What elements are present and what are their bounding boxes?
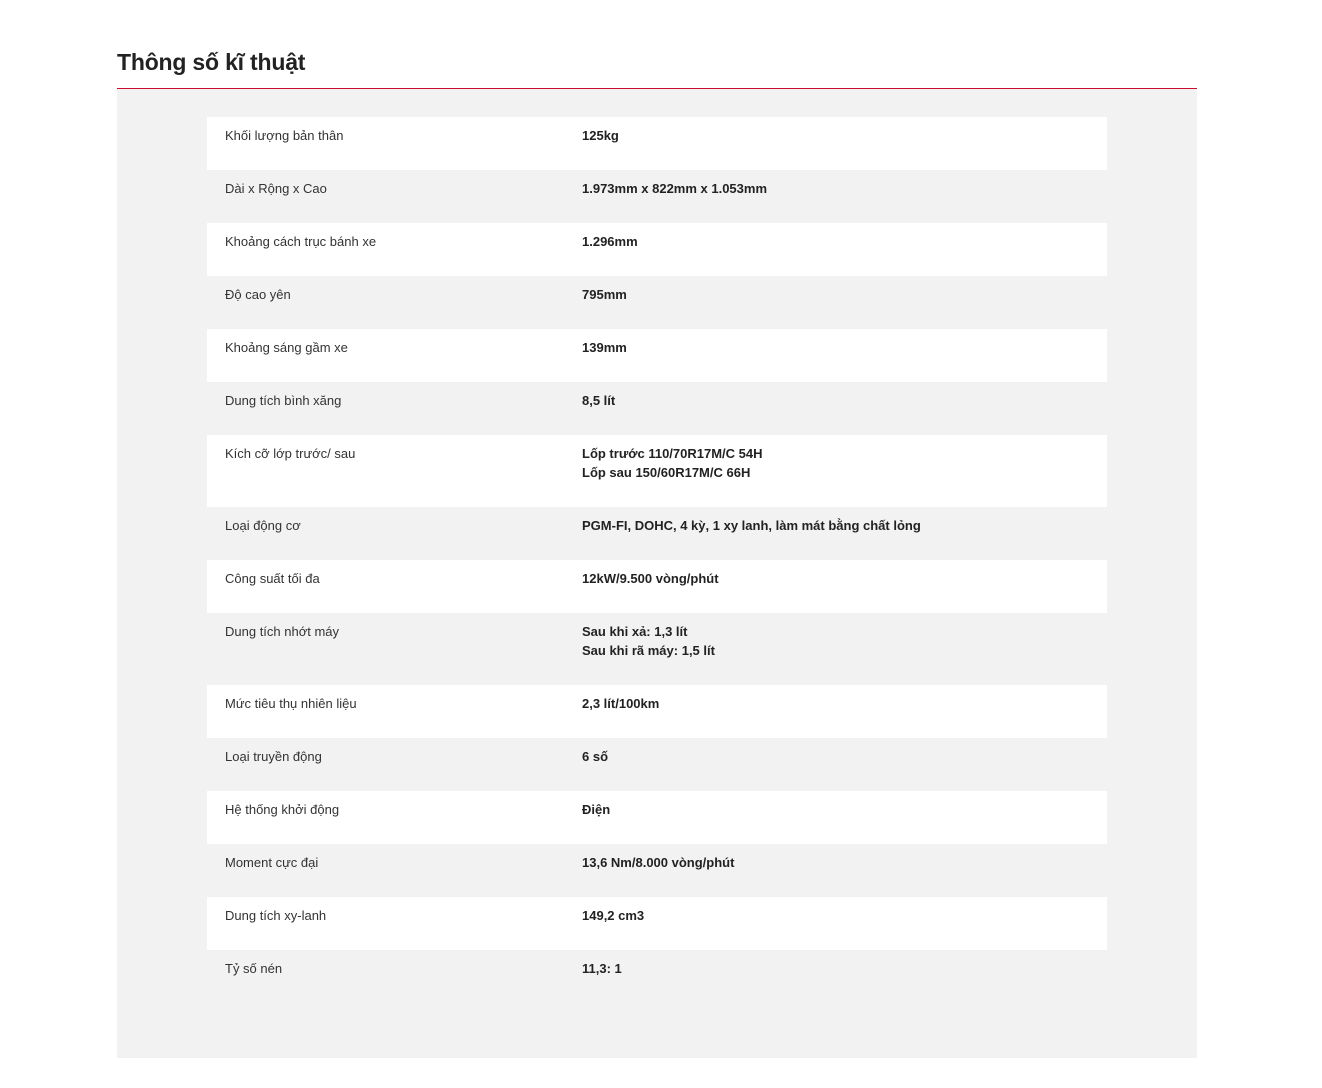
spec-label: Mức tiêu thụ nhiên liệu: [225, 696, 357, 711]
spec-value: [582, 622, 1107, 685]
spec-value-line: Điện: [582, 802, 611, 817]
spec-label: Dung tích nhớt máy: [225, 624, 340, 639]
spec-value: [582, 516, 1107, 560]
spec-value-line: 11,3: 1: [582, 961, 622, 976]
spec-label: Kích cỡ lớp trước/ sau: [225, 446, 356, 461]
spec-row: [207, 276, 1107, 329]
spec-value: [582, 569, 1107, 613]
spec-value: [582, 853, 1107, 897]
spec-value-line: 6 số: [582, 749, 609, 764]
spec-value-line: Sau khi xả: 1,3 lít: [582, 624, 688, 639]
specs-panel: [117, 89, 1197, 1058]
spec-value-line: Lốp trước 110/70R17M/C 54H: [582, 446, 763, 461]
spec-label: Dài x Rộng x Cao: [225, 181, 327, 196]
spec-label: Công suất tối đa: [225, 571, 320, 586]
spec-label: Khoảng sáng gầm xe: [225, 340, 348, 355]
spec-value: [582, 285, 1107, 329]
spec-label: Tỷ số nén: [225, 961, 283, 976]
spec-value-line: 139mm: [582, 340, 627, 355]
spec-value: [582, 747, 1107, 791]
spec-value: [582, 444, 1107, 507]
spec-row: [207, 685, 1107, 738]
spec-value: [582, 906, 1107, 950]
spec-value: [582, 338, 1107, 382]
spec-label: Hệ thống khởi động: [225, 802, 340, 817]
spec-value: [582, 959, 1107, 1003]
spec-label: Moment cực đại: [225, 855, 319, 870]
spec-value-line: Lốp sau 150/60R17M/C 66H: [582, 465, 751, 480]
specifications-section: [117, 0, 1197, 1058]
spec-row: [207, 560, 1107, 613]
spec-value: [582, 694, 1107, 738]
spec-row: [207, 791, 1107, 844]
spec-row: [207, 507, 1107, 560]
spec-value: [582, 179, 1107, 223]
spec-value-line: 149,2 cm3: [582, 908, 645, 923]
spec-row: [207, 897, 1107, 950]
spec-value-line: 125kg: [582, 128, 619, 143]
spec-value-line: 795mm: [582, 287, 627, 302]
spec-label: Loại truyền động: [225, 749, 322, 764]
spec-value-line: 2,3 lít/100km: [582, 696, 660, 711]
spec-row: [207, 117, 1107, 170]
spec-value-line: 1.296mm: [582, 234, 638, 249]
spec-value: [582, 391, 1107, 435]
spec-row: [207, 329, 1107, 382]
spec-row: [207, 382, 1107, 435]
spec-row: [207, 613, 1107, 685]
spec-value: [582, 800, 1107, 844]
spec-value: [582, 126, 1107, 170]
spec-value-line: 8,5 lít: [582, 393, 616, 408]
spec-row: [207, 950, 1107, 1003]
spec-label: Dung tích bình xăng: [225, 393, 342, 408]
spec-row: [207, 844, 1107, 897]
spec-value-line: 12kW/9.500 vòng/phút: [582, 571, 719, 586]
spec-value-line: 1.973mm x 822mm x 1.053mm: [582, 181, 768, 196]
spec-label: Loại động cơ: [225, 518, 301, 533]
spec-row: [207, 738, 1107, 791]
spec-value-line: PGM-FI, DOHC, 4 kỳ, 1 xy lanh, làm mát bằng chất lỏng: [582, 518, 921, 533]
spec-row: [207, 435, 1107, 507]
spec-row: [207, 170, 1107, 223]
spec-label: Khoảng cách trục bánh xe: [225, 234, 377, 249]
spec-table: [207, 117, 1107, 1003]
spec-label: Độ cao yên: [225, 287, 291, 302]
spec-label: Dung tích xy-lanh: [225, 908, 327, 923]
spec-label: Khối lượng bản thân: [225, 128, 344, 143]
spec-value: [582, 232, 1107, 276]
page-title: Thông số kĩ thuật: [117, 49, 306, 75]
spec-row: [207, 223, 1107, 276]
spec-value-line: 13,6 Nm/8.000 vòng/phút: [582, 855, 735, 870]
spec-value-line: Sau khi rã máy: 1,5 lít: [582, 643, 715, 658]
